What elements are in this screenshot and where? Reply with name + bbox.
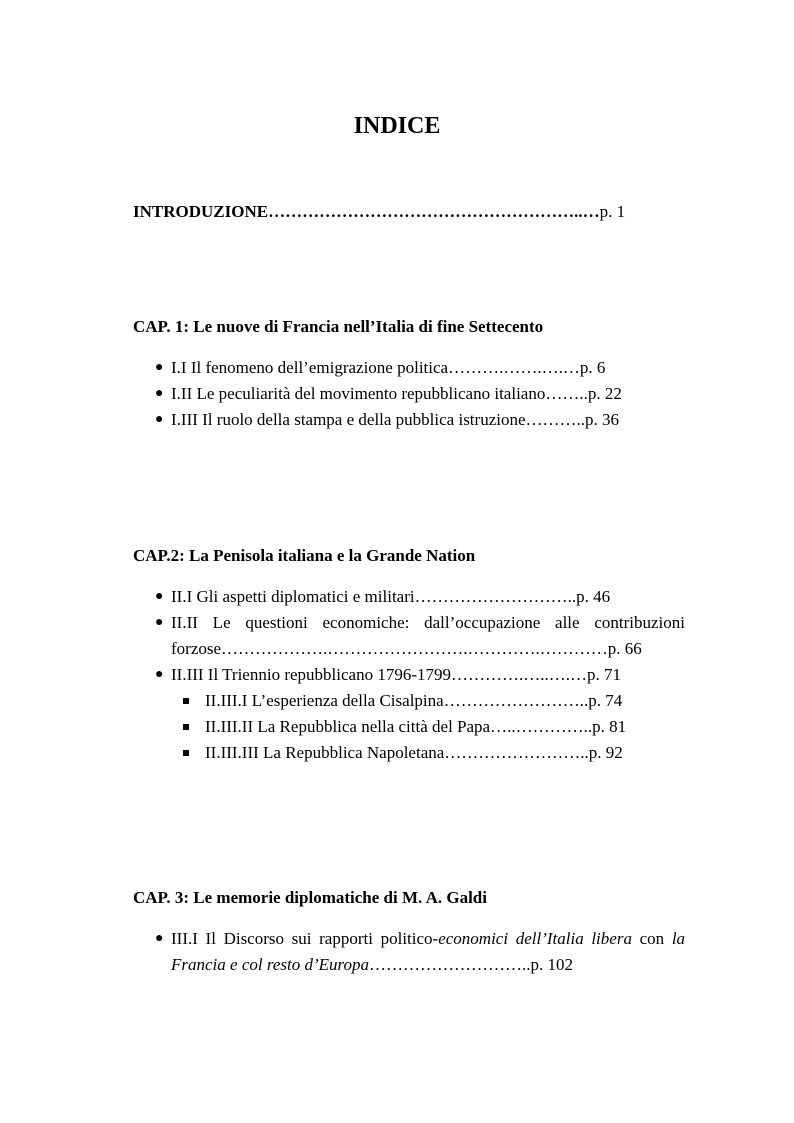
chapter-1-title: CAP. 1: Le nuove di Francia nell’Italia di fine Settecento <box>133 317 544 336</box>
bullet-icon: ● <box>155 615 164 630</box>
chapter-2-title: CAP.2: La Penisola italiana e la Grande Nation <box>133 546 476 565</box>
entry-text: II.III.II La Repubblica nella città del Papa <box>205 717 491 736</box>
bullet-icon: ● <box>155 931 164 946</box>
entry-text: II.II Le questioni economiche: dall’occupazione alle contribuzioni forzose <box>171 613 685 658</box>
chapter-2 <box>133 544 693 766</box>
chapter-3-title: CAP. 3: Le memorie diplomatiche di M. A. Galdi <box>133 888 487 907</box>
entry-dots: ……….. <box>525 410 586 429</box>
entry-page: p. 81 <box>592 717 627 736</box>
entry-dots: ……………….…………………….………….………… <box>221 639 608 658</box>
toc-subentry[interactable] <box>133 688 693 714</box>
entry-text: II.III.I L’esperienza della Cisalpina <box>205 691 444 710</box>
entry-dots: …….. <box>545 384 588 403</box>
intro-dots: ………………………………………………..… <box>268 202 600 221</box>
bullet-icon: ● <box>155 386 164 401</box>
toc-entry[interactable] <box>133 407 693 433</box>
toc-subentry[interactable] <box>133 740 693 766</box>
toc-entry[interactable] <box>133 926 685 978</box>
entry-text: II.I Gli aspetti diplomatici e militari <box>171 587 415 606</box>
chapter-2-list <box>133 584 693 766</box>
entry-text: con <box>639 929 672 948</box>
entry-text: I.II Le peculiarità del movimento repubblicano italiano <box>171 384 546 403</box>
entry-page: p. 36 <box>585 410 620 429</box>
toc-subentry[interactable] <box>133 714 693 740</box>
chapter-1 <box>133 315 693 433</box>
bullet-icon: ● <box>155 360 164 375</box>
intro-label: INTRODUZIONE <box>133 202 269 221</box>
toc-intro[interactable] <box>133 200 673 224</box>
bullet-icon: ● <box>155 589 164 604</box>
toc-entry[interactable] <box>133 610 685 662</box>
entry-text-italic: la Francia e col resto d’Europa <box>171 929 686 974</box>
entry-dots: ………….…..….… <box>450 665 587 684</box>
square-bullet-icon <box>183 724 189 730</box>
entry-text: III.I Il Discorso sui rapporti politico- <box>171 929 439 948</box>
entry-page: p. 74 <box>588 691 623 710</box>
entry-text: II.III.III La Repubblica Napoletana <box>205 743 445 762</box>
chapter-3 <box>133 886 693 978</box>
toc-entry[interactable] <box>133 381 693 407</box>
square-bullet-icon <box>183 698 189 704</box>
entry-text: II.III Il Triennio repubblicano 1796-1799 <box>171 665 451 684</box>
entry-page: p. 102 <box>530 955 573 974</box>
entry-dots: …..………….. <box>490 717 593 736</box>
entry-dots: ……………………….. <box>414 587 577 606</box>
square-bullet-icon <box>183 750 189 756</box>
bullet-icon: ● <box>155 412 164 427</box>
entry-page: p. 71 <box>586 665 621 684</box>
entry-text-italic: economici dell’Italia libera <box>438 929 632 948</box>
bullet-icon: ● <box>155 667 164 682</box>
toc-entry[interactable] <box>133 355 693 381</box>
entry-dots: ……………………….. <box>368 955 531 974</box>
entry-text: I.I Il fenomeno dell’emigrazione politica <box>171 358 449 377</box>
toc-entry[interactable] <box>133 662 693 766</box>
chapter-3-list <box>133 926 693 978</box>
entry-page: p. 92 <box>588 743 623 762</box>
chapter-1-list <box>133 355 693 433</box>
entry-page: p. 66 <box>607 639 642 658</box>
toc-entry[interactable] <box>133 584 693 610</box>
page-title: INDICE <box>353 113 441 139</box>
intro-page: p. 1 <box>599 202 626 221</box>
entry-text: I.III Il ruolo della stampa e della pubblica istruzione <box>171 410 526 429</box>
entry-page: p. 22 <box>587 384 622 403</box>
entry-dots: …………………….. <box>444 743 589 762</box>
entry-page: p. 46 <box>576 587 611 606</box>
entry-dots: ……….…….….… <box>448 358 580 377</box>
chapter-2-sublist <box>171 688 693 766</box>
entry-dots: …………………….. <box>443 691 589 710</box>
entry-page: p. 6 <box>579 358 606 377</box>
